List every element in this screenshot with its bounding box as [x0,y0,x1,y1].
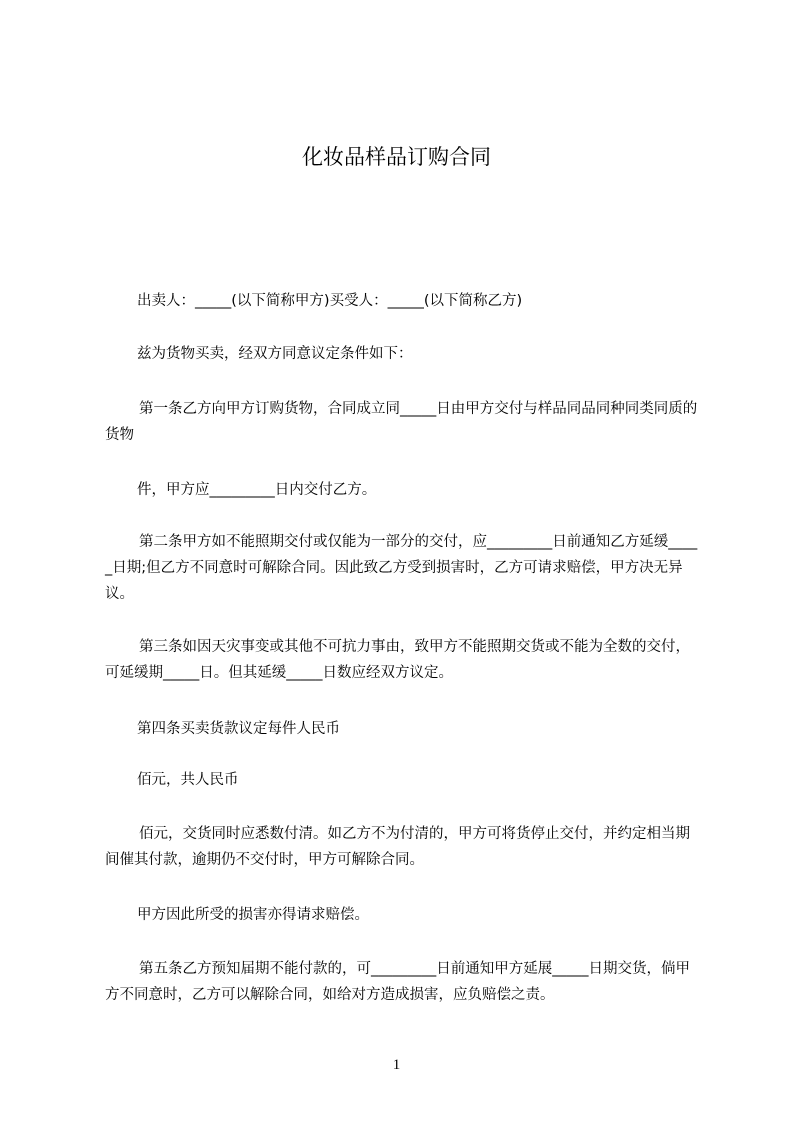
paragraph-parties: 出卖人：_____(以下简称甲方)买受人：_____(以下简称乙方) [137,293,523,309]
paragraph-preamble: 兹为货物买卖，经双方同意议定条件如下： [137,346,413,362]
paragraph-article-1-cont: 件，甲方应_________日内交付乙方。 [137,482,377,498]
paragraph-article-4: 第四条买卖货款议定每件人民币 [137,721,340,737]
paragraph-article-3: 第三条如因天灾事变或其他不可抗力事由，致甲方不能照期交货或不能为全数的交付，可延缓期_____日。但其延缓_____日数应经双方议定。 [105,639,690,681]
paragraph-article-4-total: 佰元，共人民币 [137,772,239,788]
paragraph-article-4-damages: 甲方因此所受的损害亦得请求赔偿。 [137,907,369,923]
document-title: 化妆品样品订购合同 [302,145,491,169]
paragraph-article-5: 第五条乙方预知届期不能付款的，可_________日前通知甲方延展_____日期交货，倘甲方不同意时，乙方可以解除合同，如给对方造成损害，应负赔偿之责。 [105,961,690,1003]
paragraph-article-2: 第二条甲方如不能照期交付或仅能为一部分的交付，应_________日前通知乙方延缓_____日期;但乙方不同意时可解除合同。因此致乙方受到损害时，乙方可请求赔偿，甲方决无异议。 [105,534,698,602]
paragraph-article-4-payment: 佰元，交货同时应悉数付清。如乙方不为付清的，甲方可将货停止交付，并约定相当期间催其付款，逾期仍不交付时，甲方可解除合同。 [105,826,690,868]
page-number: 1 [392,1057,401,1073]
paragraph-article-1: 第一条乙方向甲方订购货物，合同成立同_____日由甲方交付与样品同品同种同类同质的货物 [105,401,698,443]
